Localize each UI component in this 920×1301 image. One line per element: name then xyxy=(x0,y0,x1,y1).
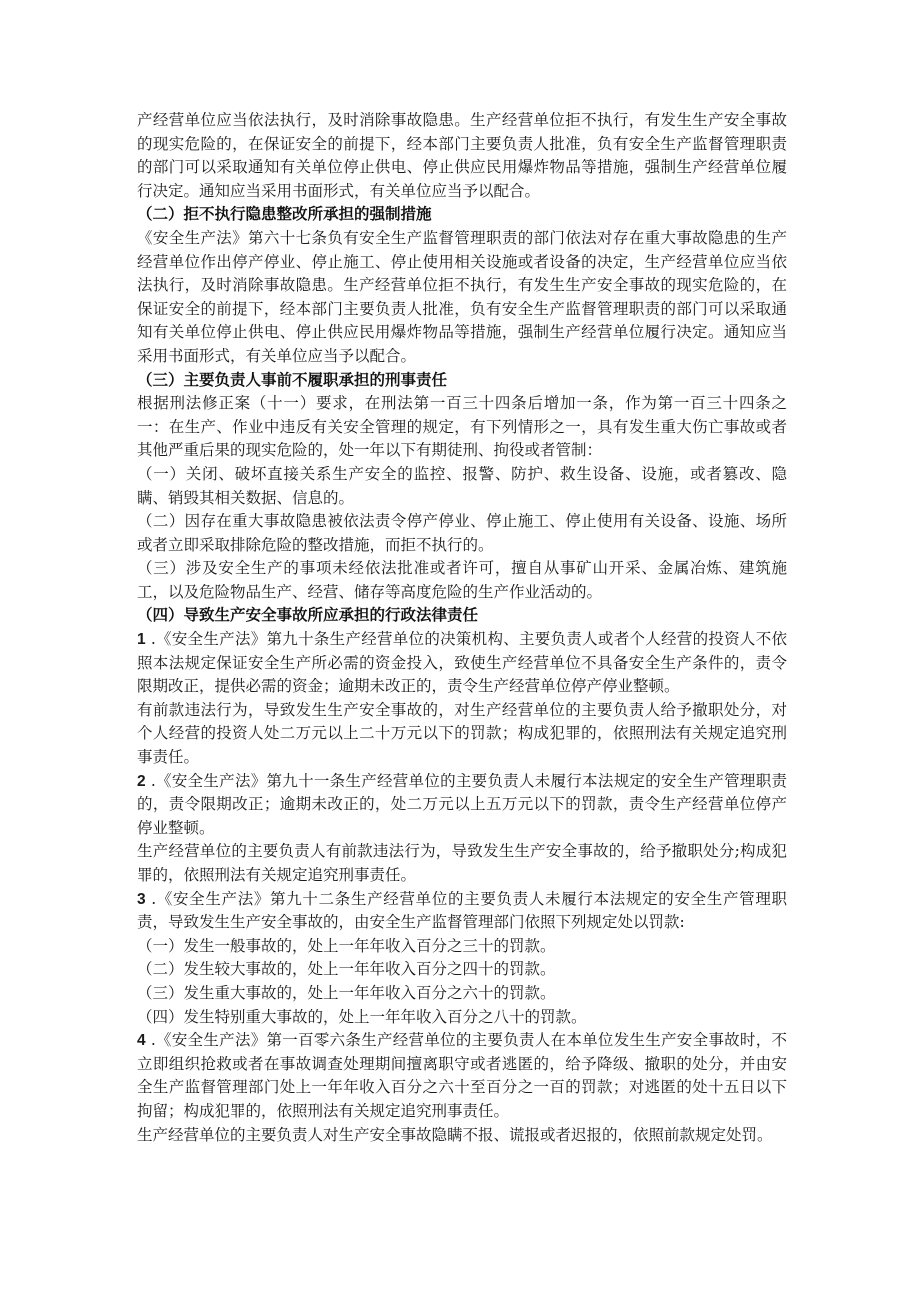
list-item: （二）因存在重大事故隐患被依法责令停产停业、停止施工、停止使用有关设备、设施、场所或者立即采取排除危险的整改措施，而拒不执行的。 xyxy=(137,512,787,554)
list-item: （三）发生重大事故的，处上一年年收入百分之六十的罚款。 xyxy=(137,983,556,1002)
item-number: 3 xyxy=(137,890,146,908)
paragraph: 生产经营单位的主要负责人有前款违法行为，导致发生生产安全事故的，给予撤职处分;构成犯罪的，依照刑法有关规定追究刑事责任。 xyxy=(137,842,787,884)
section-heading: （三）主要负责人事前不履职承担的刑事责任 xyxy=(137,370,448,389)
numbered-paragraph xyxy=(137,770,787,841)
list-item: （一）发生一般事故的，处上一年年收入百分之三十的罚款。 xyxy=(137,936,556,955)
list-item: （三）涉及安全生产的事项未经依法批准或者许可，擅自从事矿山开采、金属冶炼、建筑施工，以及危险物品生产、经营、储存等高度危险的生产作业活动的。 xyxy=(137,559,787,601)
numbered-paragraph xyxy=(137,628,787,699)
item-number: 4 xyxy=(137,1032,146,1050)
item-text: .《安全生产法》第九十条生产经营单位的决策机构、主要负责人或者个人经营的投资人不依照本法规定保证安全生产所必需的资金投入，致使生产经营单位不具备安全生产条件的，责令限期改正，提供必需的资金；逾期未改正的，责令生产经营单位停产停业整顿。 xyxy=(137,630,787,696)
list-item: （四）发生特别重大事故的，处上一年年收入百分之八十的罚款。 xyxy=(137,1007,587,1026)
item-text: .《安全生产法》第一百零六条生产经营单位的主要负责人在本单位发生生产安全事故时，不立即组织抢救或者在事故调查处理期间擅离职守或者逃匿的，给予降级、撤职的处分，并由安全生产监督管理部门处上一年年收入百分之六十至百分之一百的罚款；对逃匿的处十五日以下拘留；构成犯罪的，依照刑法有关规定追究刑事责任。 xyxy=(137,1031,787,1120)
numbered-paragraph xyxy=(137,1029,787,1123)
item-number: 2 xyxy=(137,772,146,790)
paragraph: 根据刑法修正案（十一）要求，在刑法第一百三十四条后增加一条，作为第一百三十四条之一：在生产、作业中违反有关安全管理的规定，有下列情形之一，具有发生重大伤亡事故或者其他严重后果的现实危险的，处一年以下有期徒刑、拘役或者管制： xyxy=(137,394,787,460)
item-text: .《安全生产法》第九十一条生产经营单位的主要负责人未履行本法规定的安全生产管理职责的，责令限期改正；逾期未改正的，处二万元以上五万元以下的罚款，责令生产经营单位停产停业整顿。 xyxy=(137,771,787,837)
paragraph: 《安全生产法》第六十七条负有安全生产监督管理职责的部门依法对存在重大事故隐患的生产经营单位作出停产停业、停止施工、停止使用相关设施或者设备的决定，生产经营单位应当依法执行，及时消除事故隐患。生产经营单位拒不执行，有发生生产安全事故的现实危险的，在保证安全的前提下，经本部门主要负责人批准，负有安全生产监督管理职责的部门可以采取通知有关单位停止供电、停止供应民用爆炸物品等措施，强制生产经营单位履行决定。通知应当采用书面形式，有关单位应当予以配合。 xyxy=(137,228,787,365)
item-number: 1 xyxy=(137,631,146,649)
section-heading: （二）拒不执行隐患整改所承担的强制措施 xyxy=(137,205,432,224)
paragraph: 产经营单位应当依法执行，及时消除事故隐患。生产经营单位拒不执行，有发生生产安全事故的现实危险的，在保证安全的前提下，经本部门主要负责人批准，负有安全生产监督管理职责的部门可以采取通知有关单位停止供电、停止供应民用爆炸物品等措施，强制生产经营单位履行决定。通知应当采用书面形式，有关单位应当予以配合。 xyxy=(137,111,787,200)
item-text: .《安全生产法》第九十二条生产经营单位的主要负责人未履行本法规定的安全生产管理职责，导致发生生产安全事故的，由安全生产监督管理部门依照下列规定处以罚款: xyxy=(137,889,787,932)
document-body xyxy=(137,109,787,1147)
paragraph: 有前款违法行为，导致发生生产安全事故的，对生产经营单位的主要负责人给予撤职处分，对个人经营的投资人处二万元以上二十万元以下的罚款；构成犯罪的，依照刑法有关规定追究刑事责任。 xyxy=(137,700,787,767)
section-heading: （四）导致生产安全事故所应承担的行政法律责任 xyxy=(137,606,479,625)
numbered-paragraph xyxy=(137,888,787,935)
paragraph: 生产经营单位的主要负责人对生产安全事故隐瞒不报、谎报或者迟报的，依照前款规定处罚。 xyxy=(137,1125,773,1144)
list-item: （一）关闭、破坏直接关系生产安全的监控、报警、防护、救生设备、设施，或者篡改、隐瞒、销毁其相关数据、信息的。 xyxy=(137,464,787,507)
list-item: （二）发生较大事故的，处上一年年收入百分之四十的罚款。 xyxy=(137,960,556,979)
